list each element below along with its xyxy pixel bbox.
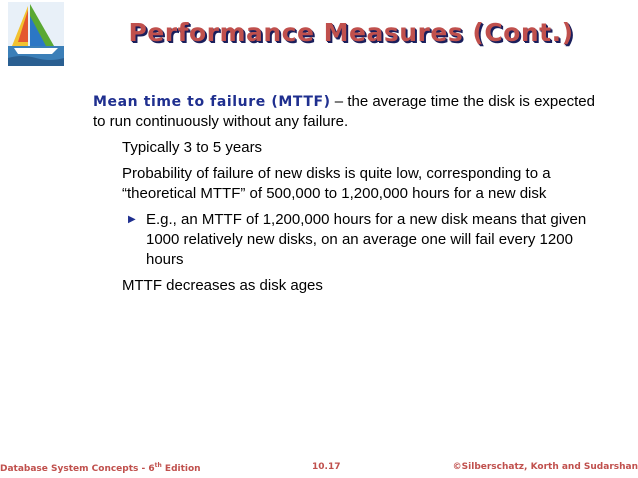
slide-body xyxy=(93,92,603,296)
mttf-term: Mean time to failure (MTTF) xyxy=(93,94,331,110)
footer-book-suffix: Edition xyxy=(161,464,201,474)
footer-book-title xyxy=(0,462,201,474)
bullet-probability: Probability of failure of new disks is quite low, corresponding to a “theoretical MTTF” of 500,000 to 1,200,000 hours for a new disk xyxy=(122,165,551,202)
mttf-definition xyxy=(93,92,603,132)
mttf-definition-text: – the average time the disk is expected to run continuously without any failure. xyxy=(93,93,595,130)
footer-book-prefix: Database System Concepts - 6 xyxy=(0,464,155,474)
triangle-bullet-icon: ▶ xyxy=(128,214,136,225)
slide-title: Performance Measures (Cont.) xyxy=(128,18,574,47)
sub-bullet-example-text: E.g., an MTTF of 1,200,000 hours for a new disk means that given 1000 relatively new disks, on an average one will fail every 1200 hours xyxy=(146,211,587,268)
footer-page-number: 10.17 xyxy=(312,462,341,472)
footer-copyright: ©Silberschatz, Korth and Sudarshan xyxy=(452,462,638,472)
footer-book-sup: th xyxy=(154,462,162,469)
sailboat-logo-icon xyxy=(8,2,64,66)
sub-bullet-example xyxy=(128,210,603,270)
bullet-decreases: MTTF decreases as disk ages xyxy=(122,277,323,294)
bullet-typical: Typically 3 to 5 years xyxy=(122,139,263,156)
